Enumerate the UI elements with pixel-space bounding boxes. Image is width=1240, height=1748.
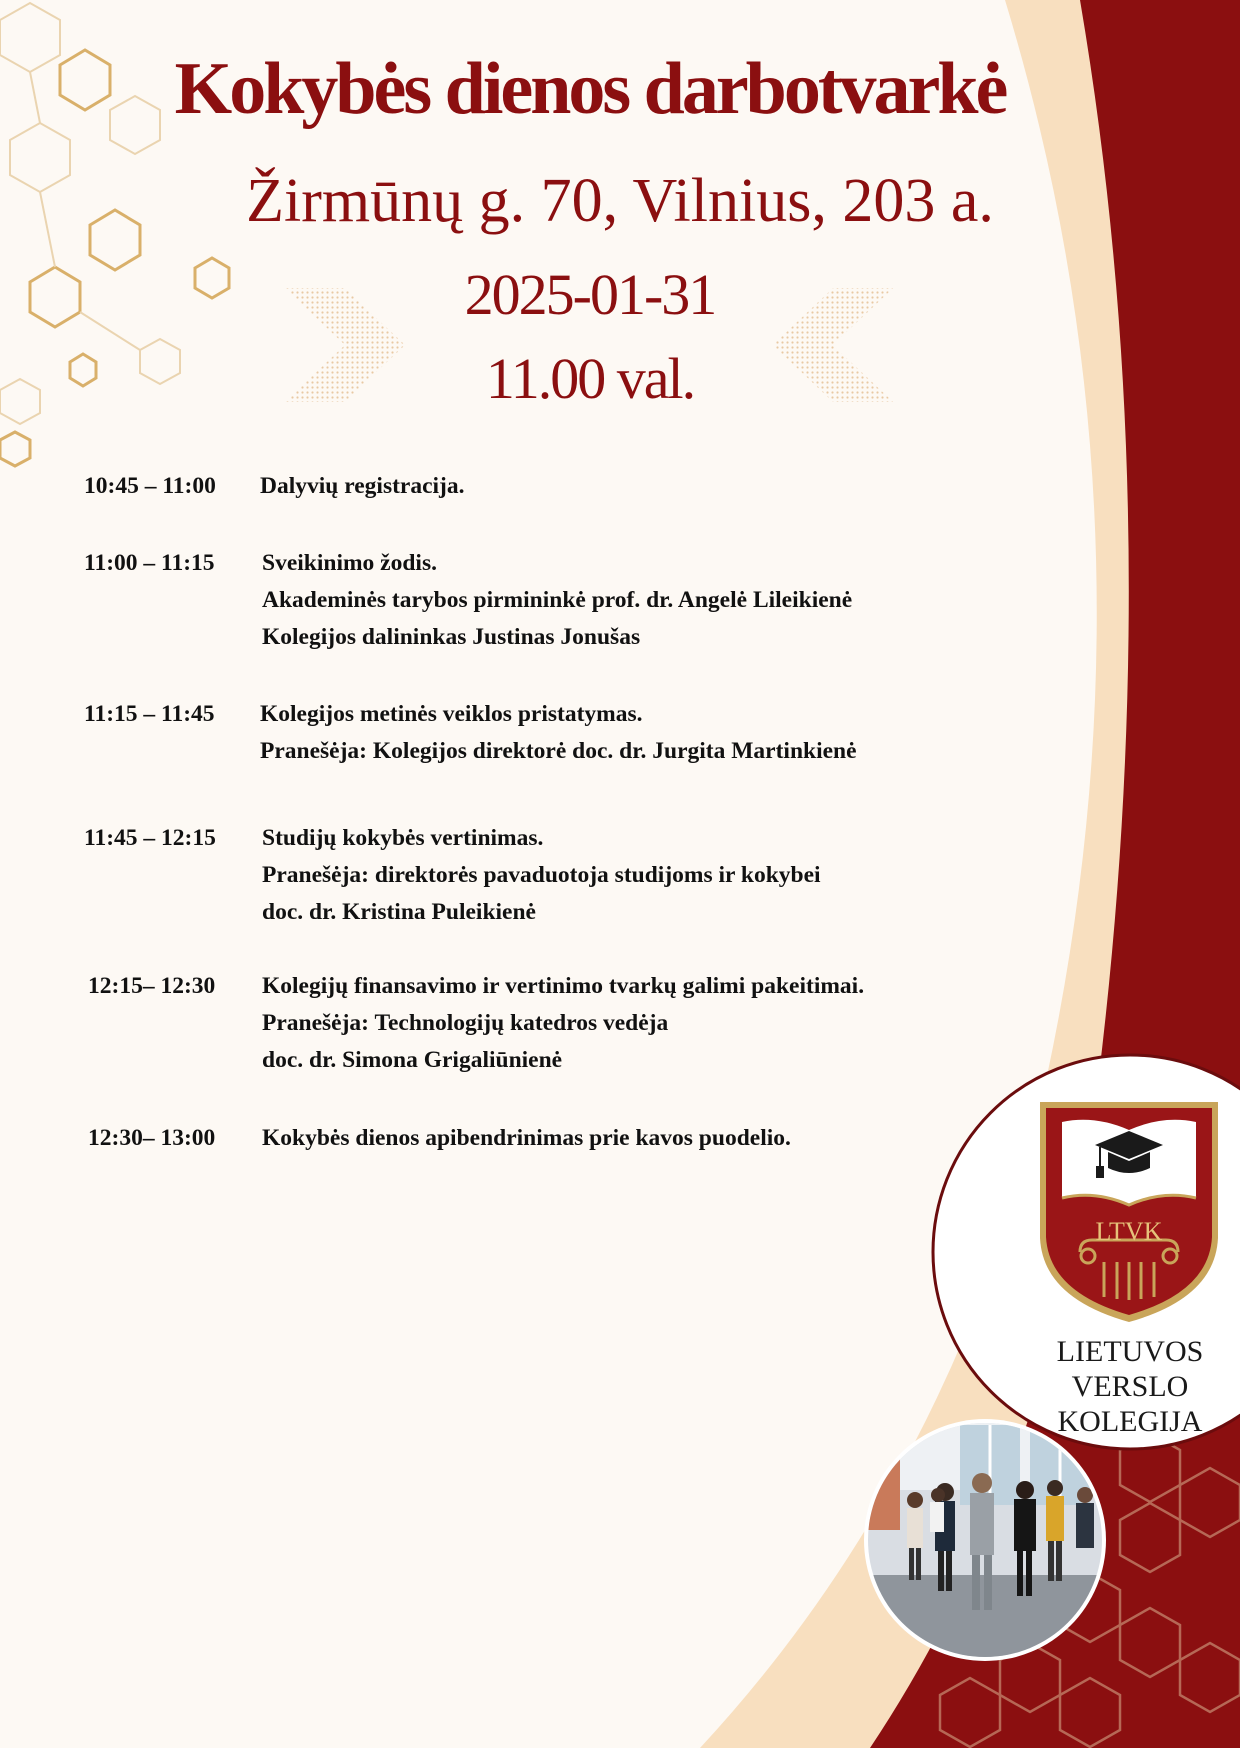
agenda-line: Kolegijų finansavimo ir vertinimo tvarkų galimi pakeitimai. [262, 973, 865, 999]
agenda-line: Pranešėja: direktorės pavaduotoja studijoms ir kokybei [262, 862, 821, 888]
agenda-line: Kolegijos metinės veiklos pristatymas. [260, 701, 643, 727]
agenda-line: Sveikinimo žodis. [262, 550, 437, 576]
college-name-line: KOLEGIJA [1057, 1405, 1203, 1438]
event-date: 2025-01-31 [464, 262, 716, 327]
badge-text: LTVK [1095, 1217, 1163, 1246]
agenda-line: Dalyvių registracija. [260, 473, 465, 499]
graduation-cap-book-emblem [1040, 1102, 1218, 1322]
agenda-line: Studijų kokybės vertinimas. [262, 825, 544, 851]
college-name-line: VERSLO [1071, 1370, 1189, 1403]
page-title: Kokybės dienos darbotvarkė [174, 48, 1006, 130]
agenda-line: Kokybės dienos apibendrinimas prie kavos puodelio. [262, 1125, 791, 1151]
agenda-line: Akademinės tarybos pirmininkė prof. dr. Angelė Lileikienė [262, 587, 853, 613]
agenda-time: 11:15 – 11:45 [84, 701, 215, 727]
agenda-time: 11:45 – 12:15 [84, 825, 216, 851]
agenda-time: 11:00 – 11:15 [84, 550, 215, 576]
college-name [1010, 1334, 1240, 1439]
agenda-time: 12:15– 12:30 [88, 973, 216, 999]
event-time: 11.00 val. [485, 346, 695, 411]
agenda-line: doc. dr. Simona Grigaliūnienė [262, 1047, 563, 1073]
agenda-line: doc. dr. Kristina Puleikienė [262, 899, 536, 925]
agenda-line: Pranešėja: Kolegijos direktorė doc. dr. Jurgita Martinkienė [260, 738, 857, 764]
agenda-time: 10:45 – 11:00 [84, 473, 216, 499]
agenda-time: 12:30– 13:00 [88, 1125, 216, 1151]
college-name-line: LIETUVOS [1056, 1335, 1204, 1368]
agenda-line: Pranešėja: Technologijų katedros vedėja [262, 1010, 669, 1036]
event-address: Žirmūnų g. 70, Vilnius, 203 a. [246, 167, 994, 235]
agenda-line: Kolegijos dalininkas Justinas Jonušas [262, 624, 641, 650]
